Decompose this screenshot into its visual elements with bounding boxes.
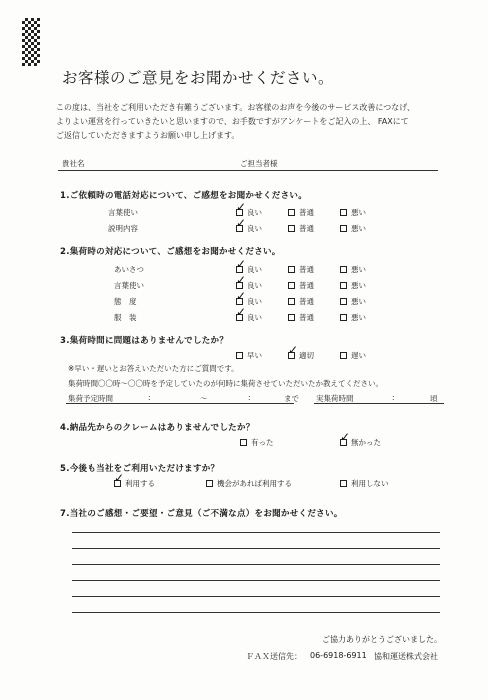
person-label: ご担当者様 (240, 159, 278, 168)
q3-actual-underline[interactable] (314, 403, 444, 404)
checkbox[interactable] (288, 298, 295, 305)
q2-row2-opt1[interactable]: ✓ 良い (236, 280, 262, 291)
q1-row2-opt1[interactable]: ✓ 良い (236, 223, 262, 234)
checkbox-checked[interactable] (340, 439, 347, 446)
q5-title: 5.今後も当社をご利用いただけますか？ (60, 464, 220, 474)
checkbox[interactable] (340, 298, 347, 305)
intro-line-2: よりよい運営を行っていきたいと思いますので、お手数ですがアンケートをご記入の上、 FAXにて (56, 117, 409, 126)
company-underline[interactable] (58, 170, 438, 171)
q3-minute: 頃 (430, 394, 438, 403)
q3-opt-appropriate[interactable]: ✓ 適切 (288, 350, 314, 361)
q4-opt-yes[interactable]: 有った (240, 437, 274, 448)
thanks-message: ご協力ありがとうございました。 (322, 635, 442, 644)
q3-planned-colon-2: : (248, 393, 251, 402)
q3-note-2: 集荷時間〇〇時～〇〇時を予定していたのが何時に集荷させていただいたか教えてください。 (68, 379, 383, 388)
q3-title: 3.集荷時間に問題はありませんでしたか？ (60, 336, 229, 346)
q3-actual-label: 実集荷時間 (316, 394, 354, 403)
q1-row2-opt3[interactable]: 悪い (340, 223, 366, 234)
q2-row2-opt2[interactable]: 普通 (288, 280, 314, 291)
q1-row1-opt1[interactable]: ✓ 良い (236, 207, 262, 218)
company-name: 協和運送株式会社 (374, 652, 438, 661)
q2-row3-opt2[interactable]: 普通 (288, 296, 314, 307)
checkbox[interactable] (340, 282, 347, 289)
q3-opt-late[interactable]: 遅い (340, 350, 366, 361)
q3-planned-colon-1: : (148, 393, 151, 402)
q2-row1-opt1[interactable]: ✓ 良い (236, 264, 262, 275)
q5-opt-use[interactable]: ✓ 利用する (114, 478, 155, 489)
checkbox[interactable] (288, 282, 295, 289)
checkbox[interactable] (240, 439, 247, 446)
intro-line-3: ご返信していただきますようお願い申し上げます。 (56, 131, 240, 140)
q1-row2-label: 説明内容 (108, 224, 138, 233)
checkbox-checked[interactable] (288, 352, 295, 359)
checkbox-checked[interactable] (236, 314, 243, 321)
q2-row3-label: 態 度 (114, 297, 137, 306)
checkbox-checked[interactable] (236, 225, 243, 232)
comment-line[interactable] (72, 596, 440, 597)
q2-row1-opt2[interactable]: 普通 (288, 264, 314, 275)
comment-line[interactable] (72, 548, 440, 549)
checkbox-checked[interactable] (236, 298, 243, 305)
q3-planned-label: 集荷予定時間 (68, 394, 113, 403)
q1-row1-opt3[interactable]: 悪い (340, 207, 366, 218)
comment-line[interactable] (72, 612, 440, 613)
checkbox[interactable] (340, 225, 347, 232)
q2-row1-label: あいさつ (114, 265, 144, 274)
q3-actual-colon: : (392, 393, 395, 402)
q2-row4-label: 服 装 (114, 313, 137, 322)
checker-pattern-decoration (22, 18, 40, 66)
checkbox-checked[interactable] (114, 480, 121, 487)
checkbox[interactable] (340, 352, 347, 359)
checkbox[interactable] (340, 314, 347, 321)
checkbox-checked[interactable] (236, 209, 243, 216)
q1-title: 1.ご依頼時の電話対応について、ご感想をお聞かせください。 (60, 191, 308, 201)
comment-line[interactable] (72, 564, 440, 565)
checkbox[interactable] (236, 352, 243, 359)
q2-title: 2.集荷時の対応について、ご感想をお聞かせください。 (60, 247, 281, 257)
checkbox[interactable] (340, 209, 347, 216)
q1-row1-opt2[interactable]: 普通 (288, 207, 314, 218)
q3-until: まで (284, 394, 299, 403)
q5-opt-maybe[interactable]: 機会があれば利用する (206, 478, 292, 489)
company-label: 貴社名 (62, 159, 85, 168)
q2-row2-opt3[interactable]: 悪い (340, 280, 366, 291)
checkbox[interactable] (288, 225, 295, 232)
q2-row4-opt3[interactable]: 悪い (340, 312, 366, 323)
q4-opt-no[interactable]: ✓ 無かった (340, 437, 381, 448)
checkbox[interactable] (288, 209, 295, 216)
comment-line[interactable] (72, 580, 440, 581)
q5-opt-no[interactable]: 利用しない (340, 478, 389, 489)
checkbox[interactable] (288, 266, 295, 273)
checkbox-checked[interactable] (236, 282, 243, 289)
checkbox[interactable] (340, 266, 347, 273)
q2-row2-label: 言葉使い (114, 281, 144, 290)
page-title: お客様のご意見をお聞かせください。 (62, 69, 335, 87)
q3-note-1: ※早い・遅いとお答えいただいた方にご質問です。 (68, 364, 239, 373)
q1-row1-label: 言葉使い (108, 208, 138, 217)
fax-label: ＦＡＸ送信先： (246, 652, 302, 661)
q3-tilde: ～ (200, 394, 208, 403)
q7-title: 7.当社のご感想・ご要望・ご意見（ご不満な点）をお聞かせください。 (60, 509, 343, 519)
q1-row2-opt2[interactable]: 普通 (288, 223, 314, 234)
fax-number: 06-6918-6911 (310, 651, 367, 660)
q3-planned-underline[interactable] (66, 403, 294, 404)
checkbox[interactable] (288, 314, 295, 321)
checkbox[interactable] (340, 480, 347, 487)
checkbox[interactable] (206, 480, 213, 487)
comment-line[interactable] (72, 532, 440, 533)
q3-opt-early[interactable]: 早い (236, 350, 262, 361)
checkbox-checked[interactable] (236, 266, 243, 273)
q2-row1-opt3[interactable]: 悪い (340, 264, 366, 275)
intro-line-1: この度は、当社をご利用いただき有難うございます。お客様のお声を今後のサービス改善につなげ、 (56, 103, 415, 112)
q2-row4-opt2[interactable]: 普通 (288, 312, 314, 323)
q4-title: 4.納品先からのクレームはありませんでしたか？ (60, 423, 255, 433)
q2-row3-opt3[interactable]: 悪い (340, 296, 366, 307)
q2-row3-opt1[interactable]: ✓ 良い (236, 296, 262, 307)
q2-row4-opt1[interactable]: ✓ 良い (236, 312, 262, 323)
